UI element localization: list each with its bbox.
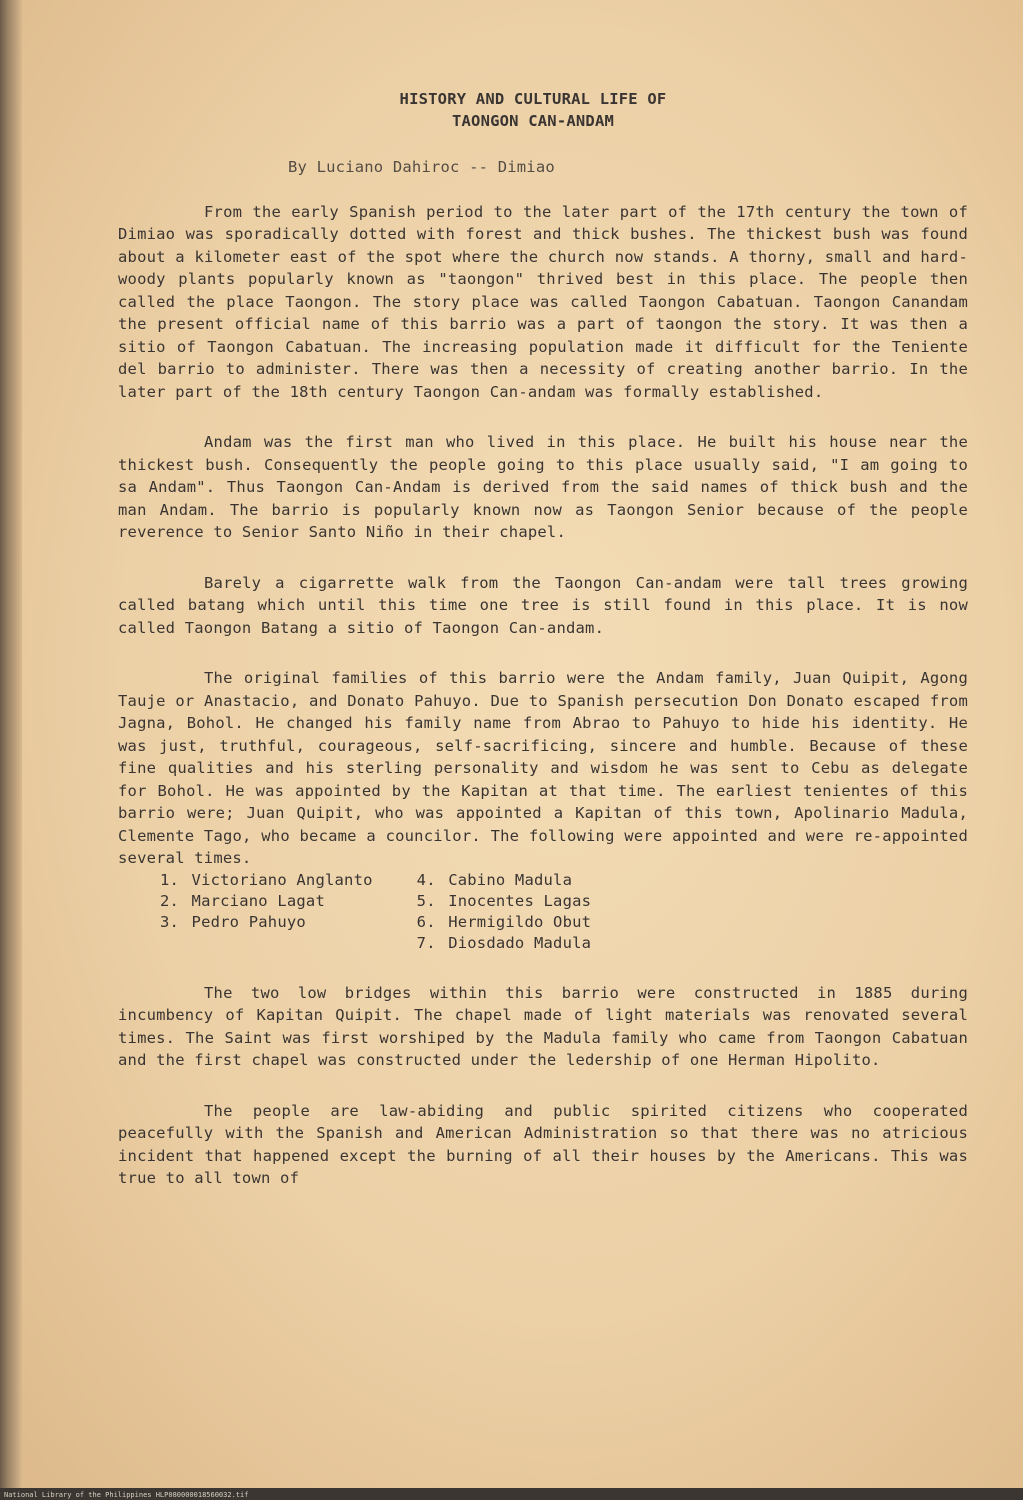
list-item: 1. Victoriano Anglanto [160, 870, 373, 889]
paragraph-batang: Barely a cigarrette walk from the Taongon Can-andam were tall trees growing called batang which until this time one tree is still found in this place. It is now called Taongon Batang a sitio of Taongon Can-andam. [118, 573, 968, 637]
list-item: 4. Cabino Madula [416, 870, 573, 889]
document-title [98, 88, 968, 132]
list-item: 3. Pedro Pahuyo [160, 912, 306, 931]
list-item: 6. Hermigildo Obut [416, 912, 592, 931]
paragraph-origin: From the early Spanish period to the later part of the 17th century the town of Dimiao was sporadically dotted with forest and thick bushes. The thickest bush was found about a kilometer east of the spot where the church now stands. A thorny, small and hard-woody plants popularly known as "taongon" thrived best in this place. The people then called the place Taongon. The story place was called Taongon Cabatuan. Taongon Canandam the present official name of this barrio was a part of taongon the story. It was then a sitio of Taongon Cabatuan. The increasing population made it difficult for the Teniente del barrio to administer. There was then a necessity of creating another barrio. In the later part of the 18th century Taongon Can-andam was formally established. [118, 202, 968, 401]
paragraph-people: The people are law-abiding and public spirited citizens who cooperated peacefully with the Spanish and American Administration so that there was no atricious incident that happened except the burning of all their houses by the Americans. This was true to all town of [118, 1101, 968, 1187]
document-body [118, 88, 968, 1190]
appointees-column-1 [160, 870, 373, 954]
footer-bar [0, 1488, 1023, 1500]
page-binding-edge [0, 0, 22, 1500]
byline: By Luciano Dahiroc -- Dimiao [288, 158, 555, 176]
title-line-1: HISTORY AND CULTURAL LIFE OF [399, 90, 667, 108]
paragraph-andam: Andam was the first man who lived in this place. He built his house near the thickest bush. Consequently the people going to this place usually said, "I am going to sa Andam". Thus Taongon Can-Andam is derived from the said names of thick bush and the man Andam. The barrio is popularly known now as Taongon Senior because of the people reverence to Senior Santo Niño in their chapel. [118, 433, 968, 541]
footer-caption: National Library of the Philippines HLP080000018560032.tif [4, 1491, 249, 1499]
list-item: 2. Marciano Lagat [160, 891, 325, 910]
list-item: 5. Inocentes Lagas [416, 891, 592, 910]
paragraph-families: The original families of this barrio were the Andam family, Juan Quipit, Agong Tauje or Anastacio, and Donato Pahuyo. Due to Spanish persecution Don Donato escaped from Jagna, Bohol. He changed his family name from Abrao to Pahuyo to hide his identity. He was just, truthful, courageous, self-sacrificing, sincere and humble. Because of these fine qualities and his sterling personality and wisdom he was sent to Cebu as delegate for Bohol. He was appointed by the Kapitan at that time. The earliest tenientes of this barrio were; Juan Quipit, who was appointed a Kapitan of this town, Apolinario Madula, Clemente Tago, who became a councilor. The following were appointed and were re-appointed several times. [118, 669, 968, 867]
paragraph-bridges: The two low bridges within this barrio were constructed in 1885 during incumbency of Kapitan Quipit. The chapel made of light materials was renovated several times. The Saint was first worshiped by the Madula family who came from Taongon Cabatuan and the first chapel was constructed under the ledership of one Herman Hipolito. [118, 983, 968, 1069]
appointees-list [160, 870, 968, 954]
title-line-2: TAONGON CAN-ANDAM [451, 112, 615, 130]
list-item: 7. Diosdado Madula [416, 933, 592, 952]
appointees-column-2 [417, 870, 592, 954]
